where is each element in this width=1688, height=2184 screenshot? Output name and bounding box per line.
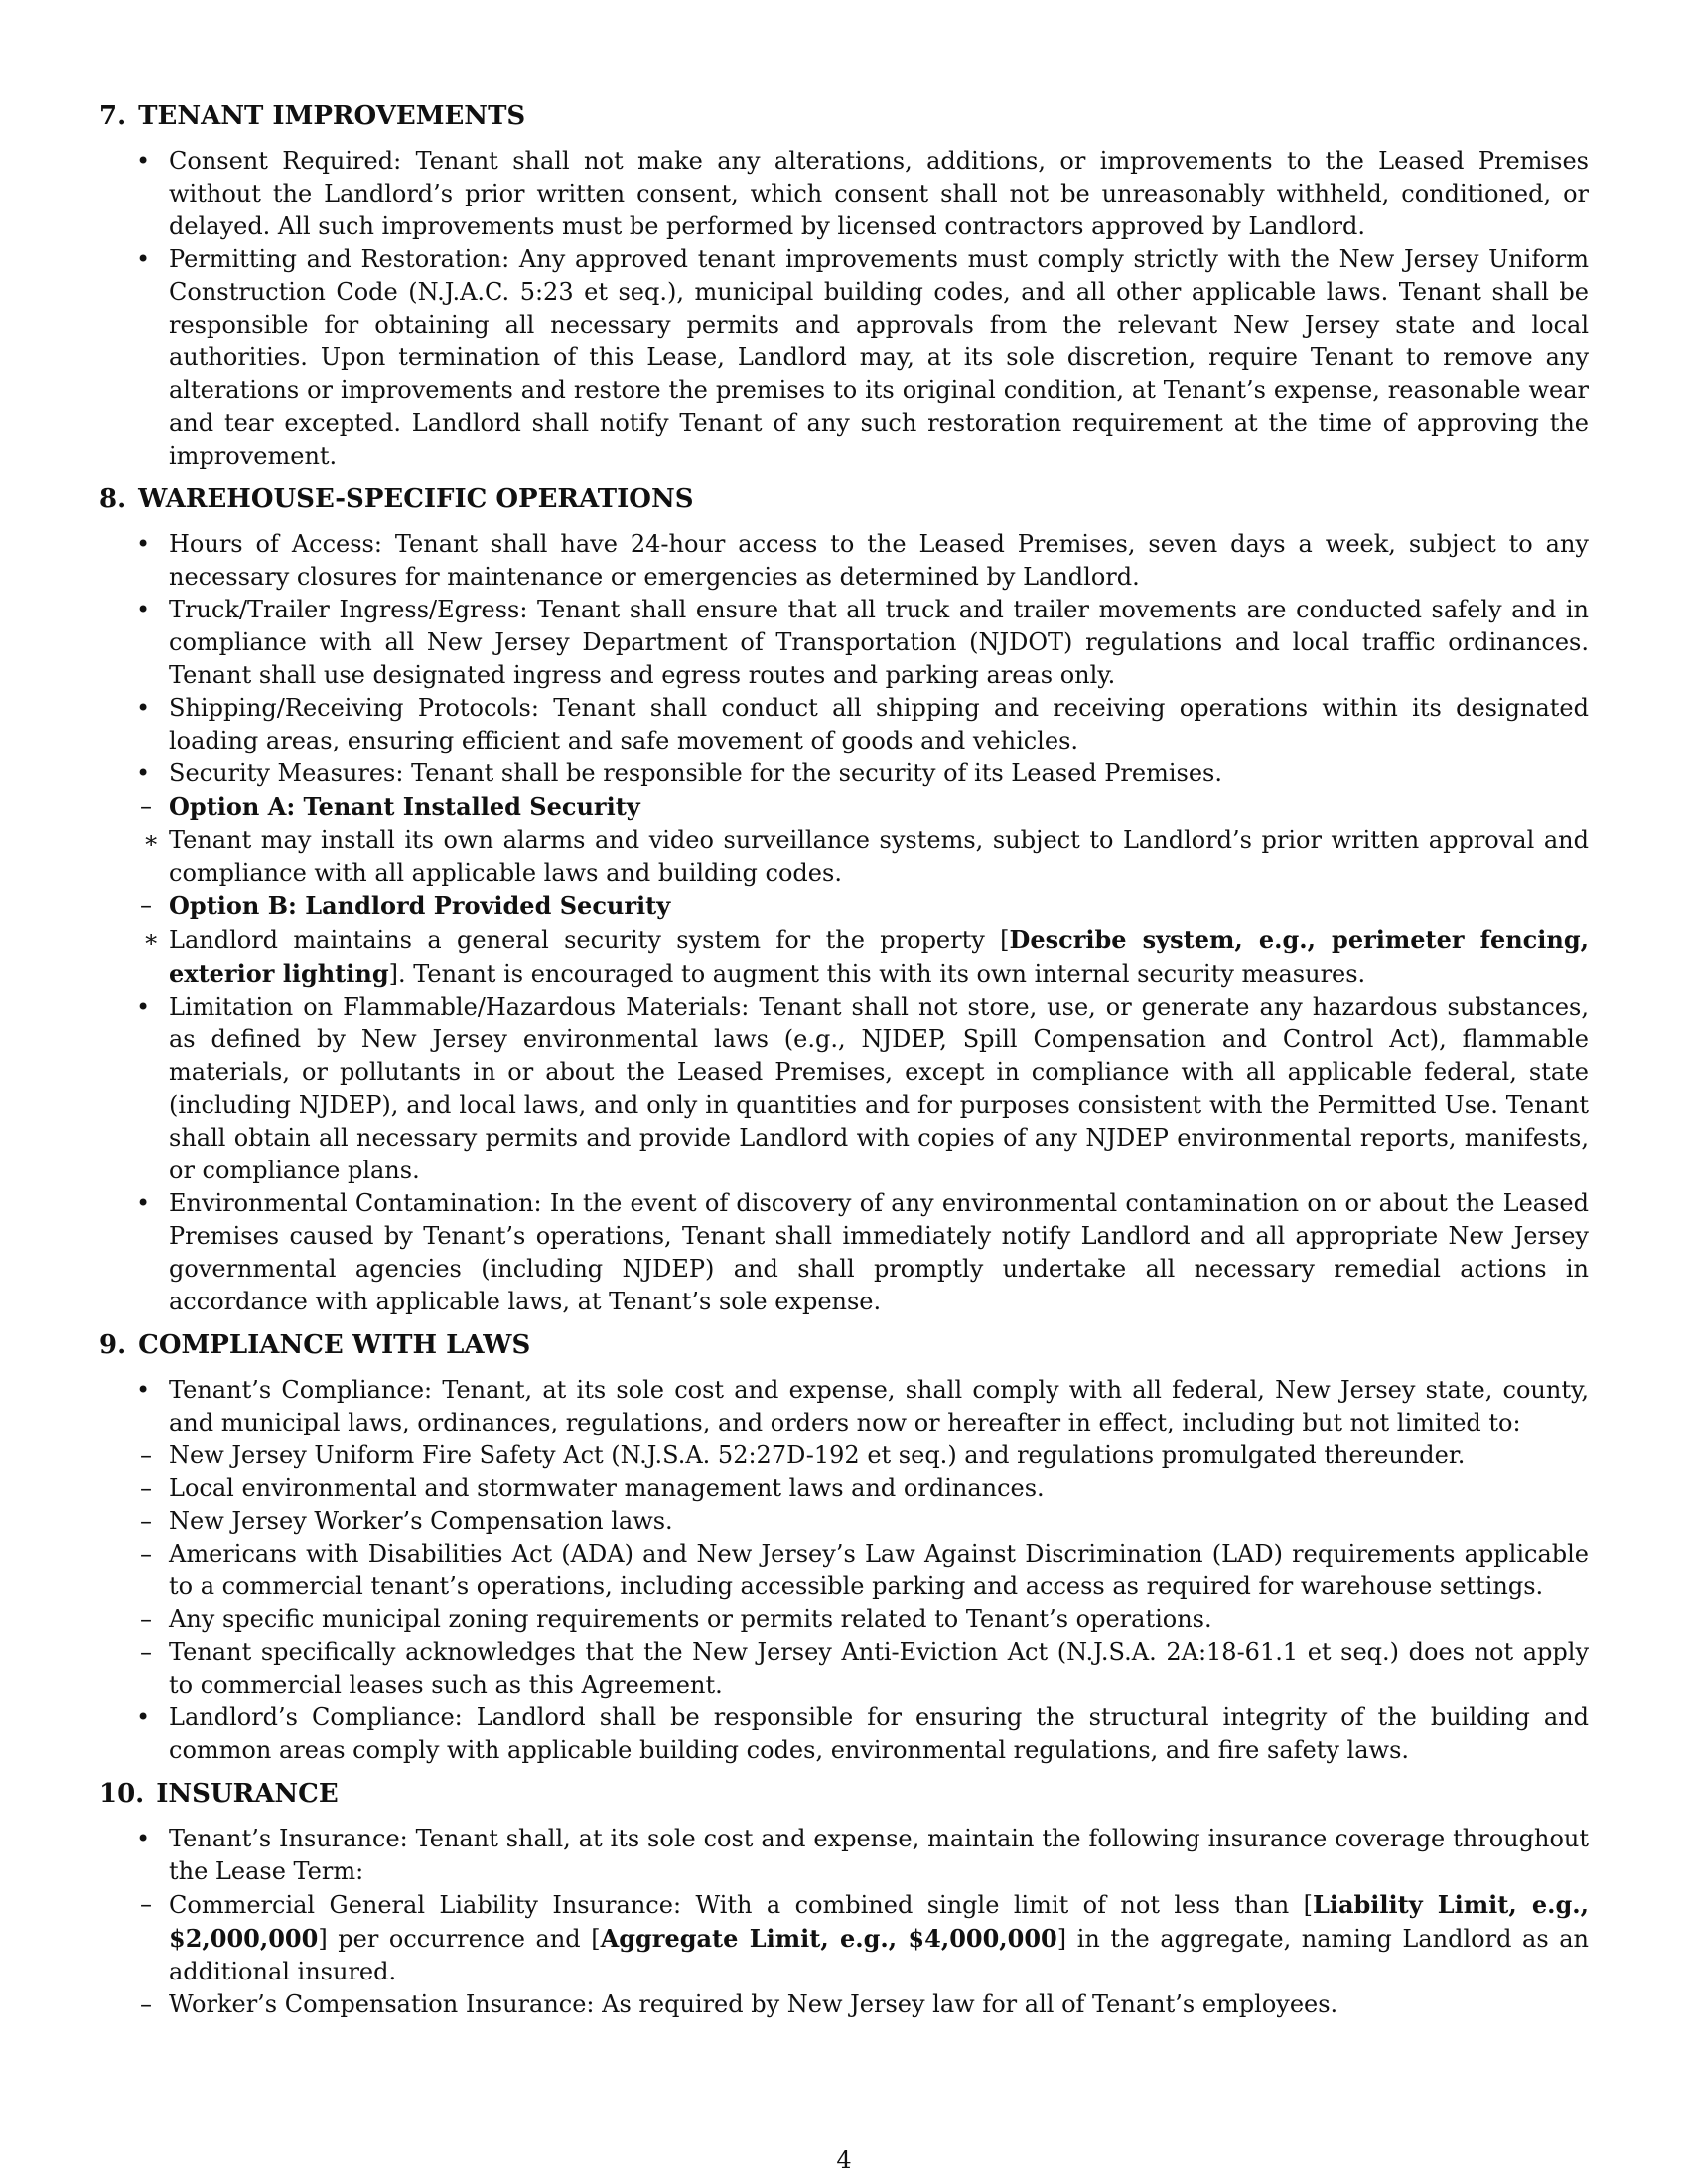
list-item: • Hours of Access: Tenant shall have 24-hour access to the Leased Premises, seven days a week, subject to any necessary closures for maintenance or emergencies as determined by Landlord. [99, 528, 1589, 594]
section-tenant-improvements [99, 99, 1589, 473]
section-warehouse-operations [99, 482, 1589, 1318]
section-heading: 8. WAREHOUSE-SPECIFIC OPERATIONS [99, 484, 694, 514]
sub-list-item: – Tenant specifically acknowledges that the New Jersey Anti-Eviction Act (N.J.S.A. 2A:18-61.1 et seq.) does not apply to commercial leases such as this Agreement. [108, 1636, 1589, 1702]
sub-list-item: – Local environmental and stormwater management laws and ordinances. [108, 1472, 1589, 1505]
sub-list-item: – Any specific municipal zoning requirements or permits related to Tenant’s operations. [108, 1603, 1589, 1636]
section-insurance [99, 1777, 1589, 2021]
placeholder-field: Liability Limit, e.g., $2,000,000 [169, 1890, 1590, 1953]
section-heading: 7. TENANT IMPROVEMENTS [99, 101, 526, 131]
sub-list-item: – New Jersey Worker’s Compensation laws. [108, 1505, 1589, 1538]
list-item: • Truck/Trailer Ingress/Egress: Tenant shall ensure that all truck and trailer movements are conducted safely and in compliance with all New Jersey Department of Transportation (NJDOT) regulations and local traffic ordinances. Tenant shall use designated ingress and egress routes and parking areas only. [99, 594, 1589, 692]
list-item: • Shipping/Receiving Protocols: Tenant shall conduct all shipping and receiving operations within its designated loading areas, ensuring efficient and safe movement of goods and vehicles. [99, 692, 1589, 757]
placeholder-field: Describe system, e.g., perimeter fencing, exterior lighting [169, 925, 1589, 988]
option-b-title: Option B: Landlord Provided Security [169, 891, 671, 920]
list-item [99, 757, 1589, 991]
list-item: • Permitting and Restoration: Any approved tenant improvements must comply strictly with the New Jersey Uniform Construction Code (N.J.A.C. 5:23 et seq.), municipal building codes, and all other applicable laws. Tenant shall be responsible for obtaining all necessary permits and approvals from the relevant New Jersey state and local authorities. Upon termination of this Lease, Landlord may, at its sole discretion, require Tenant to remove any alterations or improvements and restore the premises to its original condition, at Tenant’s expense, reasonable wear and tear excepted. Landlord shall notify Tenant of any such restoration requirement at the time of approving the improvement. [99, 243, 1589, 473]
sub-list-item: – Worker’s Compensation Insurance: As required by New Jersey law for all of Tenant’s employees. [108, 1988, 1589, 2021]
list-item: • Landlord’s Compliance: Landlord shall be responsible for ensuring the structural integrity of the building and common areas comply with applicable building codes, environmental regulations, and fire safety laws. [99, 1702, 1589, 1767]
list-item: • Tenant’s Insurance: Tenant shall, at its sole cost and expense, maintain the following insurance coverage throughout the Lease Term: – Commercial General Liability Insurance: With a combined single limit of not less than [Liability Limit, e.g., $2,000,000] per occurrence and [Aggregate Limit, e.g., $4,000,000] in the aggregate, naming Landlord as an additional insured. – Worker’s Compensation Insurance: As required by New Jersey law for all of Tenant’s employees. [99, 1823, 1589, 2021]
list-item: • Consent Required: Tenant shall not make any alterations, additions, or improvements to the Leased Premises without the Landlord’s prior written consent, which consent shall not be unreasonably withheld, conditioned, or delayed. All such improvements must be performed by licensed contractors approved by Landlord. [99, 145, 1589, 243]
security-measures-text: Security Measures: Tenant shall be responsible for the security of its Leased Premises. [169, 759, 1222, 787]
option-a-text: ∗ Tenant may install its own alarms and video surveillance systems, subject to Landlord’s prior written approval and compliance with all applicable laws and building codes. [117, 824, 1589, 889]
list-item: • Limitation on Flammable/Hazardous Materials: Tenant shall not store, use, or generate any hazardous substances, as defined by New Jersey environmental laws (e.g., NJDEP, Spill Compensation and Control Act), flammable materials, or pollutants in or about the Leased Premises, except in compliance with all applicable federal, state (including NJDEP), and local laws, and only in quantities and for purposes consistent with the Permitted Use. Tenant shall obtain all necessary permits and provide Landlord with copies of any NJDEP environmental reports, manifests, or compliance plans. [99, 991, 1589, 1187]
placeholder-field: Aggregate Limit, e.g., $4,000,000 [600, 1924, 1057, 1953]
sub-list-item: – Americans with Disabilities Act (ADA) and New Jersey’s Law Against Discrimination (LAD) requirements applicable to a commercial tenant’s operations, including accessible parking and access as required for warehouse settings. [108, 1538, 1589, 1603]
section-heading: 9. COMPLIANCE WITH LAWS [99, 1330, 531, 1360]
page-number: 4 [836, 2146, 852, 2174]
list-item: • Environmental Contamination: In the event of discovery of any environmental contamination on or about the Leased Premises caused by Tenant’s operations, Tenant shall immediately notify Landlord and all appropriate New Jersey governmental agencies (including NJDEP) and shall promptly undertake all necessary remedial actions in accordance with applicable laws, at Tenant’s sole expense. [99, 1187, 1589, 1318]
sub-list-item: – Commercial General Liability Insurance: With a combined single limit of not less than [Liability Limit, e.g., $2,000,000] per occurrence and [Aggregate Limit, e.g., $4,000,000] in the aggregate, naming Landlord as an additional insured. [108, 1888, 1589, 1988]
section-heading: 10. INSURANCE [99, 1779, 339, 1809]
section-compliance-with-laws [99, 1328, 1589, 1767]
option-b-text: ∗ Landlord maintains a general security system for the property [Describe system, e.g., perimeter fencing, exterior lighting]. Tenant is encouraged to augment this with its own internal security measures. [117, 923, 1589, 991]
sub-list-item: – New Jersey Uniform Fire Safety Act (N.J.S.A. 52:27D-192 et seq.) and regulations promulgated thereunder. [108, 1439, 1589, 1472]
list-item: • Tenant’s Compliance: Tenant, at its sole cost and expense, shall comply with all federal, New Jersey state, county, and municipal laws, ordinances, regulations, and orders now or hereafter in effect, including but not limited to: – New Jersey Uniform Fire Safety Act (N.J.S.A. 52:27D-192 et seq.) and regulations promulgated thereunder. – Local environmental and stormwater management laws and ordinances. – New Jersey Worker’s Compensation laws. – Americans with Disabilities Act (ADA) and New Jersey’s Law Against Discrimination (LAD) requirements applicable to a commercial tenant’s operations, including accessible parking and access as required for warehouse settings. – Any specific municipal zoning requirements or permits related to Tenant’s operations. – Tenant specifically acknowledges that the New Jersey Anti-Eviction Act (N.J.S.A. 2A:18-61.1 et seq.) does not apply to commercial leases such as this Agreement. [99, 1374, 1589, 1702]
option-a [108, 790, 1589, 889]
option-b [108, 889, 1589, 991]
document-page [99, 99, 1589, 2031]
option-a-title: Option A: Tenant Installed Security [169, 792, 640, 821]
